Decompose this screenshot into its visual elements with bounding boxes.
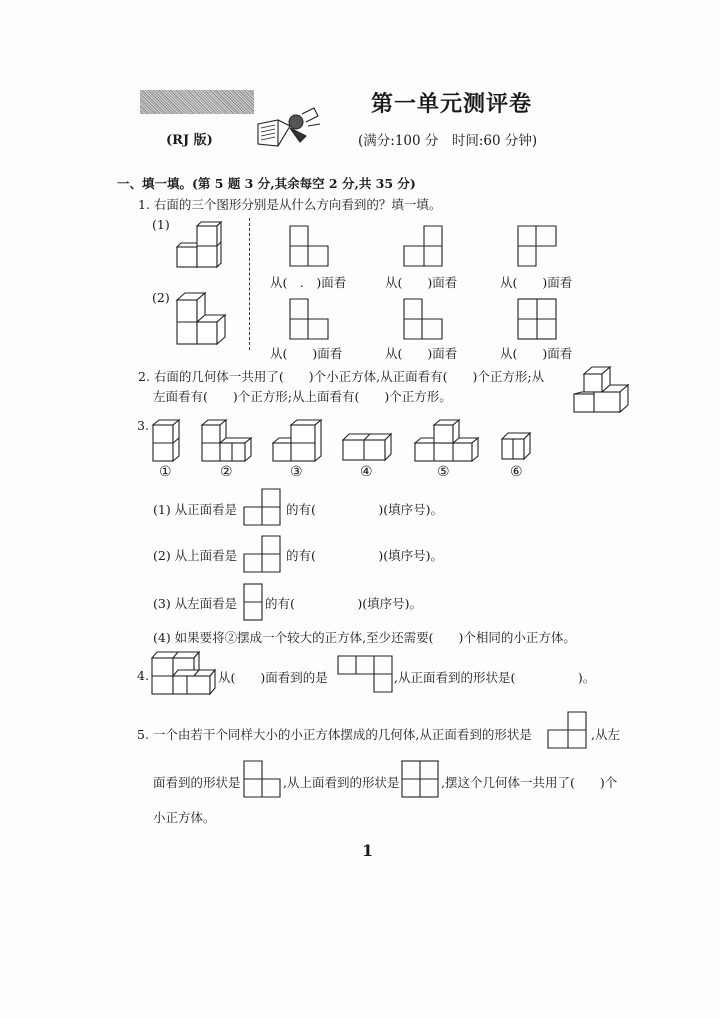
q2-solid xyxy=(570,362,630,416)
q3-shape-5 xyxy=(412,418,484,464)
q3-sub3-text-a: (3) 从左面看是 xyxy=(153,596,238,611)
q2-line2: 左面看有( )个正方形;从上面看有( )个正方形。 xyxy=(153,389,452,404)
score-time-info: (满分:100 分 时间:60 分钟) xyxy=(358,133,538,149)
divider-line xyxy=(249,218,250,350)
q3-shape-1 xyxy=(150,418,184,464)
q3-sub2-text-a: (2) 从上面看是 xyxy=(153,548,238,563)
q1-part2-caption-3: 从( )面看 xyxy=(500,346,573,361)
q3-shape-2 xyxy=(199,418,255,464)
edition-label: (RJ 版) xyxy=(166,133,213,148)
q5-line1: 5. 一个由若干个同样大小的小正方体摆成的几何体,从正面看到的形状是 xyxy=(137,727,532,742)
q2-line1: 2. 右面的几何体一共用了( )个小正方体,从正面看有( )个正方形;从 xyxy=(138,369,545,384)
q5-line2-b: ,从上面看到的形状是 xyxy=(283,775,400,790)
q5-left-view xyxy=(242,759,284,801)
q3-shape-4 xyxy=(340,430,396,464)
header-ornament xyxy=(140,90,254,114)
q3-shape-number-4: ④ xyxy=(360,464,373,480)
q5-front-view xyxy=(546,710,592,752)
q1-part2-caption-2: 从( )面看 xyxy=(385,346,458,361)
q3-sub3-shape xyxy=(242,582,266,622)
q1-part2-solid xyxy=(172,292,232,348)
q1-part1-caption-2: 从( )面看 xyxy=(385,275,458,290)
q3-shape-number-5: ⑤ xyxy=(437,464,450,480)
q1-part2-caption-1: 从( )面看 xyxy=(270,346,343,361)
q3-number: 3. xyxy=(137,418,149,433)
q4-view-shape xyxy=(336,654,396,696)
book-reading-illustration xyxy=(256,104,324,150)
q3-shape-number-1: ① xyxy=(159,464,172,480)
q4-number: 4. xyxy=(137,668,149,683)
q1-part1-label: (1) xyxy=(152,217,170,232)
q3-shape-number-2: ② xyxy=(220,464,233,480)
q4-solid xyxy=(148,648,218,698)
section-heading: 一、填一填。(第 5 题 3 分,其余每空 2 分,共 35 分) xyxy=(117,176,416,191)
q5-top-view xyxy=(400,759,442,801)
q3-shape-number-3: ③ xyxy=(290,464,303,480)
q1-part1-view1 xyxy=(288,224,338,270)
q5-line1-end: ,从左 xyxy=(591,727,620,742)
q1-text: 1. 右面的三个图形分别是从什么方向看到的？填一填。 xyxy=(138,197,442,212)
q3-sub2-text-b: 的有( )(填序号)。 xyxy=(286,548,444,563)
q1-part2-view2 xyxy=(402,297,452,343)
q4-text-b: ,从正面看到的形状是( )。 xyxy=(394,670,596,685)
page-title: 第一单元测评卷 xyxy=(371,91,533,117)
q5-line2-a: 面看到的形状是 xyxy=(153,775,241,790)
q3-sub1-text-b: 的有( )(填序号)。 xyxy=(286,502,444,517)
q3-sub1-text-a: (1) 从正面看是 xyxy=(153,502,238,517)
q3-shape-3 xyxy=(270,418,326,464)
q1-part1-view2 xyxy=(402,224,452,270)
q3-sub4-text: (4) 如果要将②摆成一个较大的正方体,至少还需要( )个相同的小正方体。 xyxy=(153,630,576,645)
q1-part2-label: (2) xyxy=(152,290,170,305)
q3-shape-number-6: ⑥ xyxy=(510,464,523,480)
q5-line3: 小正方体。 xyxy=(153,810,216,825)
q3-sub1-shape xyxy=(242,487,284,527)
q1-part2-view1 xyxy=(288,297,338,343)
q1-part2-view3 xyxy=(516,297,566,343)
page-number: 1 xyxy=(362,841,374,860)
q1-part1-solid xyxy=(172,220,232,272)
q1-part1-caption-3: 从( )面看 xyxy=(500,275,573,290)
q1-part1-caption-1: 从( . )面看 xyxy=(270,275,347,290)
q3-shape-6 xyxy=(499,430,535,464)
q3-sub3-text-b: 的有( )(填序号)。 xyxy=(265,596,423,611)
q3-sub2-shape xyxy=(242,534,284,574)
q1-part1-view3 xyxy=(516,224,566,270)
q4-text-a: 从( )面看到的是 xyxy=(218,670,328,685)
q5-line2-c: ,摆这个几何体一共用了( )个 xyxy=(441,775,618,790)
